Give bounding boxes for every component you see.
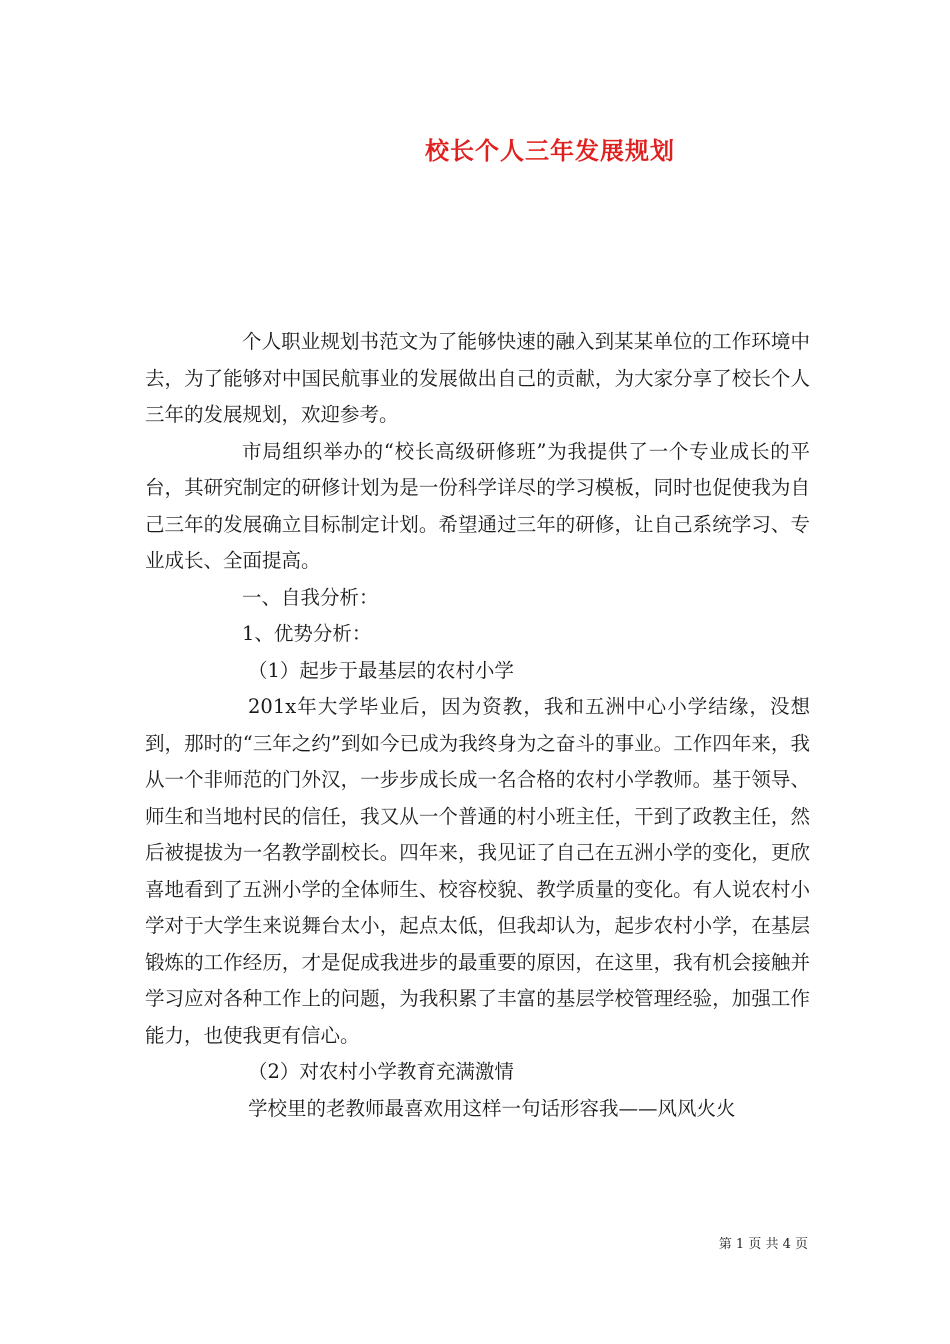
document-body [145, 324, 810, 1127]
paragraph-training: 市局组织举办的“校长高级研修班”为我提供了一个专业成长的平台，其研究制定的研修计划为是一份科学详尽的学习模板，同时也促使我为自己三年的发展确立目标制定计划。希望通过三年的研修，让自己系统学习、专业成长、全面提高。 [145, 439, 810, 572]
paragraph-passion: 学校里的老教师最喜欢用这样一句话形容我——风风火火 [248, 1096, 736, 1120]
subheading-strengths: 1、优势分析： [242, 622, 372, 645]
subheading-item-1: （1）起步于最基层的农村小学 [248, 658, 514, 682]
paragraph-intro: 个人职业规划书范文为了能够快速的融入到某某单位的工作环境中去，为了能够对中国民航事业的发展做出自己的贡献，为大家分享了校长个人三年的发展规划，欢迎参考。 [145, 330, 810, 426]
page-footer: 第 1 页 共 4 页 [718, 1237, 808, 1252]
subheading-item-2: （2）对农村小学教育充满激情 [248, 1060, 514, 1083]
section-heading-self-analysis: 一、自我分析： [242, 585, 379, 609]
paragraph-experience: 201x年大学毕业后，因为资教，我和五洲中心小学结缘，没想到，那时的“三年之约”到如今已成为我终身为之奋斗的事业。工作四年来，我从一个非师范的门外汉，一步步成长成一名合格的农村小学教师。基于领导、师生和当地村民的信任，我又从一个普通的村小班主任，干到了政教主任，然后被提拔为一名教学副校长。四年来，我见证了自己在五洲小学的变化，更欣喜地看到了五洲小学的全体师生、校容校貌、教学质量的变化。有人说农村小学对于大学生来说舞台太小，起点太低，但我却认为，起步农村小学，在基层锻炼的工作经历，才是促成我进步的最重要的原因，在这里，我有机会接触并学习应对各种工作上的问题，为我积累了丰富的基层学校管理经验，加强工作能力，也使我更有信心。 [145, 695, 810, 1047]
document-title: 校长个人三年发展规划 [425, 136, 675, 165]
